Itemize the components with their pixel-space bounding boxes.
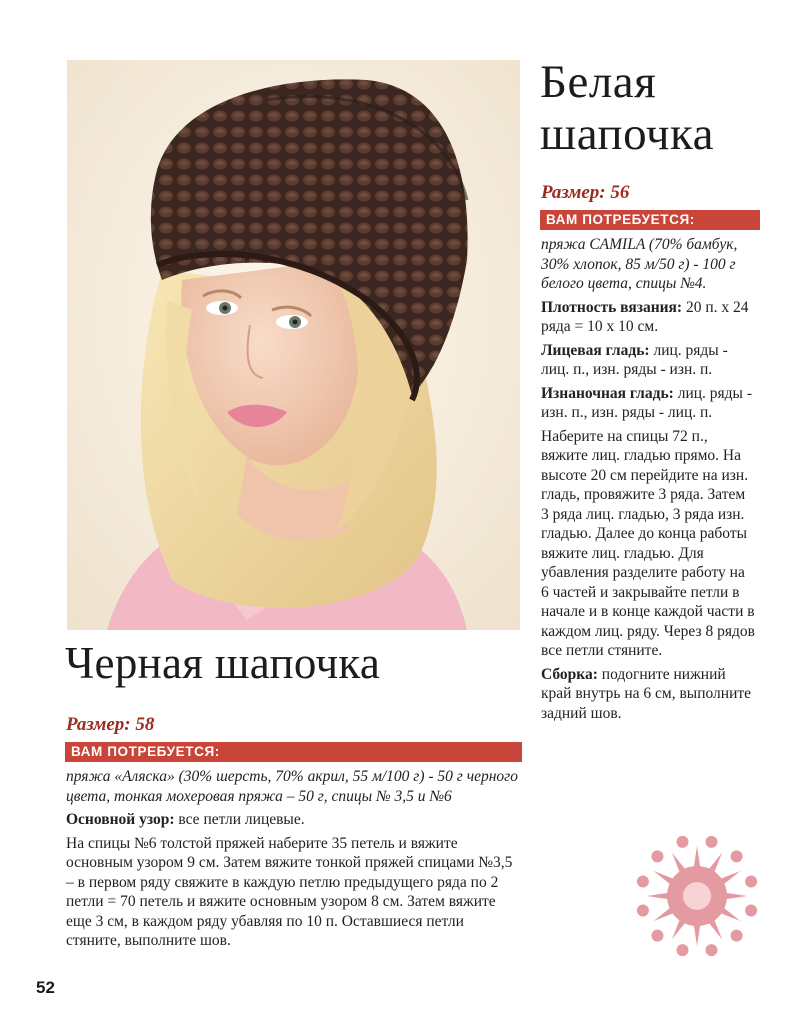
- black-hat-title: Черная шапочка: [65, 638, 381, 688]
- white-hat-size: Размер: 56: [541, 182, 630, 203]
- reverse-text: лиц. ряды - изн. п., изн. ряды - лиц. п.: [541, 384, 752, 421]
- white-hat-text: [541, 235, 756, 727]
- black-hat-instructions: На спицы №6 толстой пряжей наберите 35 петель и вяжите основным узором 9 см. Затем вяжите тонкой пряжей спицами №3,5 – в первом ряду свяжите в каждую петлю предыдущего ряда по 2 петли = 70 петель и вяжите основным узором 8 см. Затем вяжите еще 3 см, в каждом ряду убавляя по 10 п. Оставшиеся петли стяните, выполните шов.: [66, 834, 513, 949]
- black-hat-text: [66, 767, 521, 955]
- white-hat-title-line2: шапочка: [540, 108, 714, 160]
- density-label: Плотность вязания:: [541, 298, 683, 316]
- black-hat-size: Размер: 58: [66, 714, 155, 735]
- stockinette-text: лиц. ряды - лиц. п., изн. ряды - изн. п.: [541, 341, 728, 378]
- assembly-text: подогните нижний край внутрь на 6 см, выполните задний шов.: [541, 665, 752, 722]
- reverse-label: Изнаночная гладь:: [541, 384, 674, 402]
- white-hat-density: [541, 298, 756, 337]
- pattern-text: все петли лицевые.: [174, 811, 305, 828]
- stockinette-label: Лицевая гладь:: [541, 341, 650, 359]
- assembly-label: Сборка:: [541, 665, 598, 683]
- white-hat-reverse: [541, 384, 756, 423]
- black-hat-pattern: [66, 810, 521, 830]
- page-number: 52: [36, 978, 55, 997]
- white-hat-needs-bar: ВАМ ПОТРЕБУЕТСЯ:: [540, 210, 760, 230]
- white-hat-assembly: [541, 665, 756, 724]
- white-hat-stockinette: [541, 341, 756, 380]
- white-hat-instructions: Наберите на спицы 72 п., вяжите лиц. гладью прямо. На высоте 20 см перейдите на изн. гладь, провяжите 3 ряда. Затем 3 ряда лиц. гладью, 3 ряда изн. гладью. Далее до конца работы вяжите лиц. гладью. Для убавления разделите работу на 6 частей и закрывайте петли в начале и в конце каждой части в каждом лиц. ряду. Через 8 рядов все петли стяните.: [541, 427, 755, 659]
- black-hat-materials: пряжа «Аляска» (30% шерсть, 70% акрил, 55 м/100 г) - 50 г черного цвета, тонкая мохеровая пряжа – 50 г, спицы № 3,5 и №6: [66, 768, 518, 805]
- white-hat-title-line1: Белая: [540, 56, 657, 108]
- model-photo: [67, 60, 520, 630]
- density-text: 20 п. х 24 ряда = 10 х 10 см.: [541, 298, 749, 335]
- pattern-label: Основной узор:: [66, 811, 175, 828]
- snowflake-ornament-icon: [633, 832, 761, 960]
- white-hat-title: [540, 56, 780, 160]
- black-hat-needs-bar: ВАМ ПОТРЕБУЕТСЯ:: [65, 742, 522, 762]
- white-hat-materials: пряжа CAMILA (70% бамбук, 30% хлопок, 85 м/50 г) - 100 г белого цвета, спицы №4.: [541, 236, 738, 292]
